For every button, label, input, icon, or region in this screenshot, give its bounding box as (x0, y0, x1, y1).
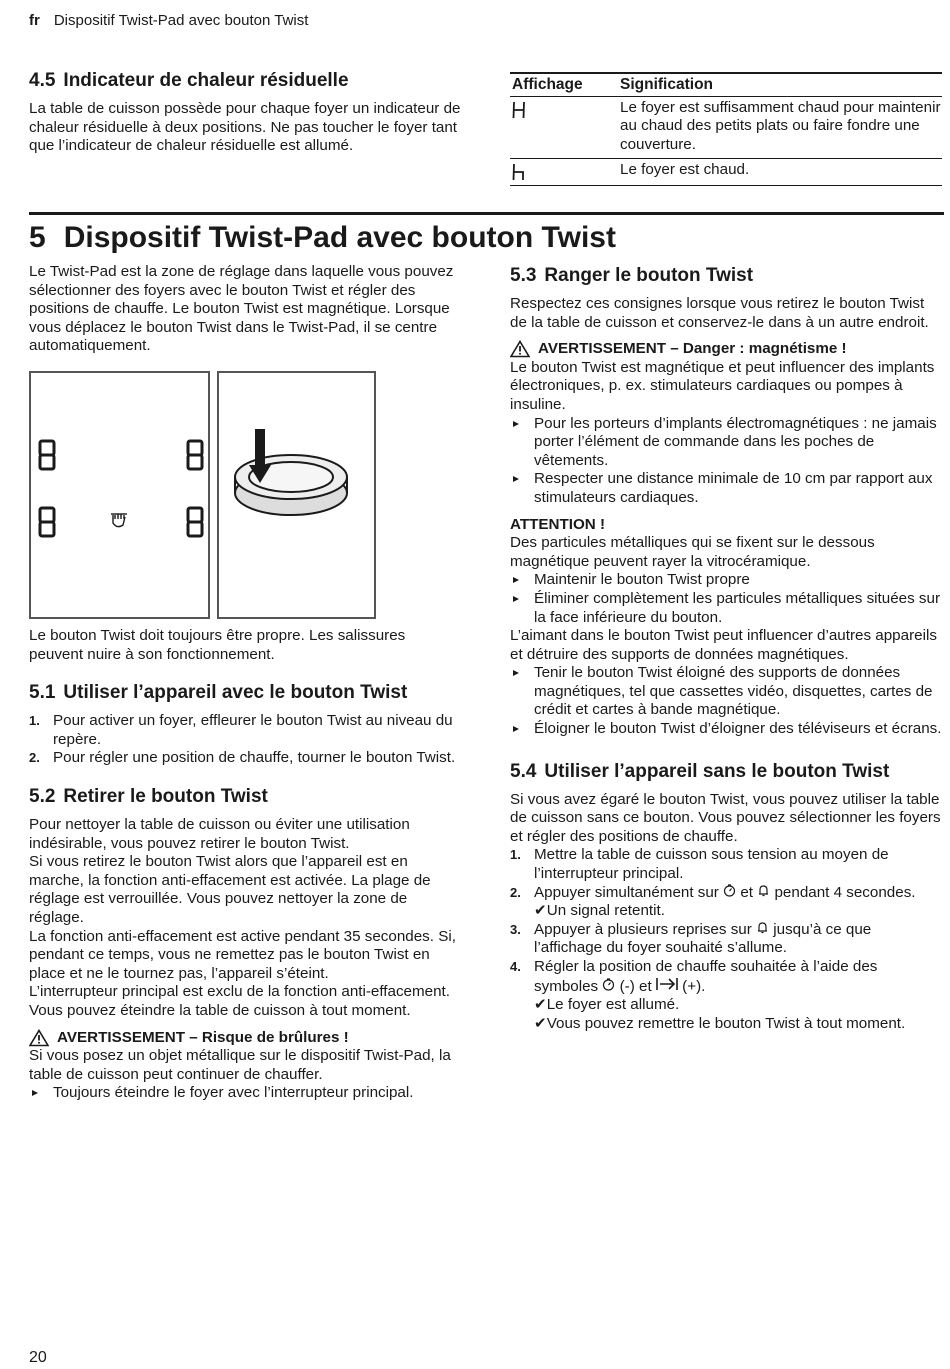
bullet-list (29, 1084, 461, 1103)
list-item: ✔Un signal retentit. (534, 902, 665, 920)
section-4-5-heading: 4.5 Indicateur de chaleur résiduelle (29, 70, 349, 91)
chapter-title: 5 Dispositif Twist-Pad avec bouton Twist (29, 221, 616, 254)
paragraph: L’aimant dans le bouton Twist peut influencer d’autres appareils et détruire des supports de données magnétiques. (510, 627, 937, 663)
list-item: Maintenir le bouton Twist propre (510, 571, 942, 590)
twist-pad-display-figure (29, 371, 210, 619)
twist-knob-icon (219, 373, 374, 617)
language-code: fr (29, 12, 40, 29)
bullet-list (510, 415, 942, 508)
left-column-2 (29, 627, 461, 1103)
left-column (29, 263, 461, 356)
warning-title: AVERTISSEMENT – Danger : magnétisme ! (510, 340, 942, 359)
steps-list (29, 712, 461, 768)
paragraph: Pour nettoyer la table de cuisson ou éviter une utilisation indésirable, vous pouvez retirer le bouton Twist. (29, 815, 410, 852)
hand-icon (111, 514, 127, 527)
warning-title: AVERTISSEMENT – Risque de brûlures ! (29, 1029, 461, 1048)
clean-note: Le bouton Twist doit toujours être propre. Les salissures peuvent nuire à son fonctionnement. (29, 627, 406, 663)
list-item: Pour les porteurs d’implants électromagnétiques : ne jamais porter l’élément de commande dans les poches de vêtements. (510, 415, 942, 471)
list-item: Respecter une distance minimale de 10 cm par rapport aux stimulateurs cardiaques. (510, 470, 942, 507)
check-icon: ✔ (534, 1014, 547, 1032)
table-cell-meaning: Le foyer est chaud. (618, 159, 942, 186)
section-5-3 (510, 265, 942, 739)
arrow-to-bar-icon (656, 977, 678, 991)
attention-text: Des particules métalliques qui se fixent sur le dessous magnétique peuvent rayer la vitrocéramique. (510, 534, 875, 570)
section-4-5 (29, 70, 461, 156)
check-icon: ✔ (534, 996, 547, 1014)
page-number: 20 (29, 1349, 47, 1366)
bullet-list (510, 664, 942, 738)
bell-icon (756, 921, 769, 934)
section-5-4 (510, 761, 942, 1034)
steps-list (510, 846, 942, 1033)
table-cell-meaning: Le foyer est suffisamment chaud pour maintenir au chaud des petits plats ou faire fondre une couverture. (618, 96, 942, 159)
list-item: 1. Pour activer un foyer, effleurer le bouton Twist au niveau du repère. (29, 712, 453, 748)
paragraph: Si vous retirez le bouton Twist alors que l’appareil est en marche, la fonction anti-effacement est activée. La plage de réglage est verrouillée. Vous pouvez nettoyer la zone de réglage. (29, 853, 431, 926)
twist-knob-figure (217, 371, 376, 619)
table-row (510, 96, 942, 159)
list-item: 2. Appuyer simultanément sur et pendant 4 secondes. (510, 883, 916, 901)
table-row (510, 159, 942, 186)
warning-triangle-icon (29, 1029, 49, 1047)
list-item: Éloigner le bouton Twist d’éloigner des téléviseurs et écrans. (510, 720, 942, 739)
page-header (29, 12, 308, 31)
warning-text: Le bouton Twist est magnétique et peut influencer des implants électroniques, p. ex. stimulateurs cardiaques ou pompes à insuline. (510, 358, 935, 413)
section-5-2-heading: 5.2 Retirer le bouton Twist (29, 785, 268, 807)
list-item: ✔Le foyer est allumé. (534, 996, 680, 1014)
symbol-h-icon (510, 159, 618, 186)
warning-triangle-icon (510, 340, 530, 358)
right-column (510, 265, 942, 1033)
attention-title: ATTENTION ! (510, 515, 606, 533)
table-header-display: Affichage (510, 73, 618, 96)
warning-text: Si vous posez un objet métallique sur le dispositif Twist-Pad, la table de cuisson peut continuer de chauffer. (29, 1047, 451, 1083)
list-item: 4. Régler la position de chauffe souhaitée à l’aide des symboles (-) et (+). (510, 958, 878, 995)
paragraph: L’interrupteur principal est exclu de la fonction anti-effacement. Vous pouvez éteindre la table de cuisson à tout moment. (29, 983, 450, 1019)
header-title: Dispositif Twist-Pad avec bouton Twist (53, 12, 309, 29)
section-4-5-text: La table de cuisson possède pour chaque foyer un indicateur de chaleur résiduelle à deux positions. Ne pas toucher le foyer tant que l’indicateur de chaleur résiduelle est allumé. (29, 100, 461, 155)
residual-heat-table (510, 72, 942, 186)
table-header-meaning: Signification (618, 73, 942, 96)
section-5-3-heading: 5.3 Ranger le bouton Twist (510, 265, 754, 286)
section-5-4-heading: 5.4 Utiliser l’appareil sans le bouton Twist (510, 760, 890, 782)
bullet-list (510, 571, 942, 627)
paragraph: Respectez ces consignes lorsque vous retirez le bouton Twist de la table de cuisson et conservez-le dans à un autre endroit. (510, 295, 929, 331)
intro-text: Le Twist-Pad est la zone de réglage dans laquelle vous pouvez sélectionner des foyers avec le bouton Twist et régler des positions de chauffe. Le bouton Twist est magnétique. Lorsque vous déplacez le bouton Twist dans le Twist-Pad, il se centre automatiquement. (29, 263, 454, 355)
symbol-H-icon (510, 96, 618, 159)
chapter-5 (29, 212, 944, 257)
list-item: ✔Vous pouvez remettre le bouton Twist à tout moment. (534, 1014, 906, 1032)
section-5-1 (29, 682, 461, 768)
bell-icon (757, 884, 770, 897)
timer-icon (723, 884, 736, 897)
list-item: Toujours éteindre le foyer avec l’interrupteur principal. (29, 1084, 461, 1103)
section-5-2 (29, 786, 461, 1103)
list-item: Tenir le bouton Twist éloigné des supports de données magnétiques, tel que cassettes vidéo, disquettes, cartes de crédit et cartes à bande magnétique. (510, 664, 942, 720)
list-item: Éliminer complètement les particules métalliques situées sur la face inférieure du bouton. (510, 590, 942, 627)
list-item: 3. Appuyer à plusieurs reprises sur jusqu’à ce que l’affichage du foyer souhaité s’allume. (510, 920, 872, 957)
check-icon: ✔ (534, 902, 547, 920)
timer-icon (602, 978, 615, 991)
seven-segment-display (31, 373, 208, 617)
section-5-1-heading: 5.1 Utiliser l’appareil avec le bouton Twist (29, 682, 408, 704)
paragraph: La fonction anti-effacement est active pendant 35 secondes. Si, pendant ce temps, vous ne remettez pas le bouton Twist en place et ne le tournez pas, l’appareil s’éteint. (29, 927, 456, 982)
paragraph: Si vous avez égaré le bouton Twist, vous pouvez utiliser la table de cuisson sans ce bouton. Vous pouvez sélectionner les foyers et régler des positions de chauffe. (510, 790, 941, 845)
list-item: 1. Mettre la table de cuisson sous tension au moyen de l’interrupteur principal. (510, 846, 889, 883)
list-item: 2. Pour régler une position de chauffe, tourner le bouton Twist. (29, 749, 456, 767)
